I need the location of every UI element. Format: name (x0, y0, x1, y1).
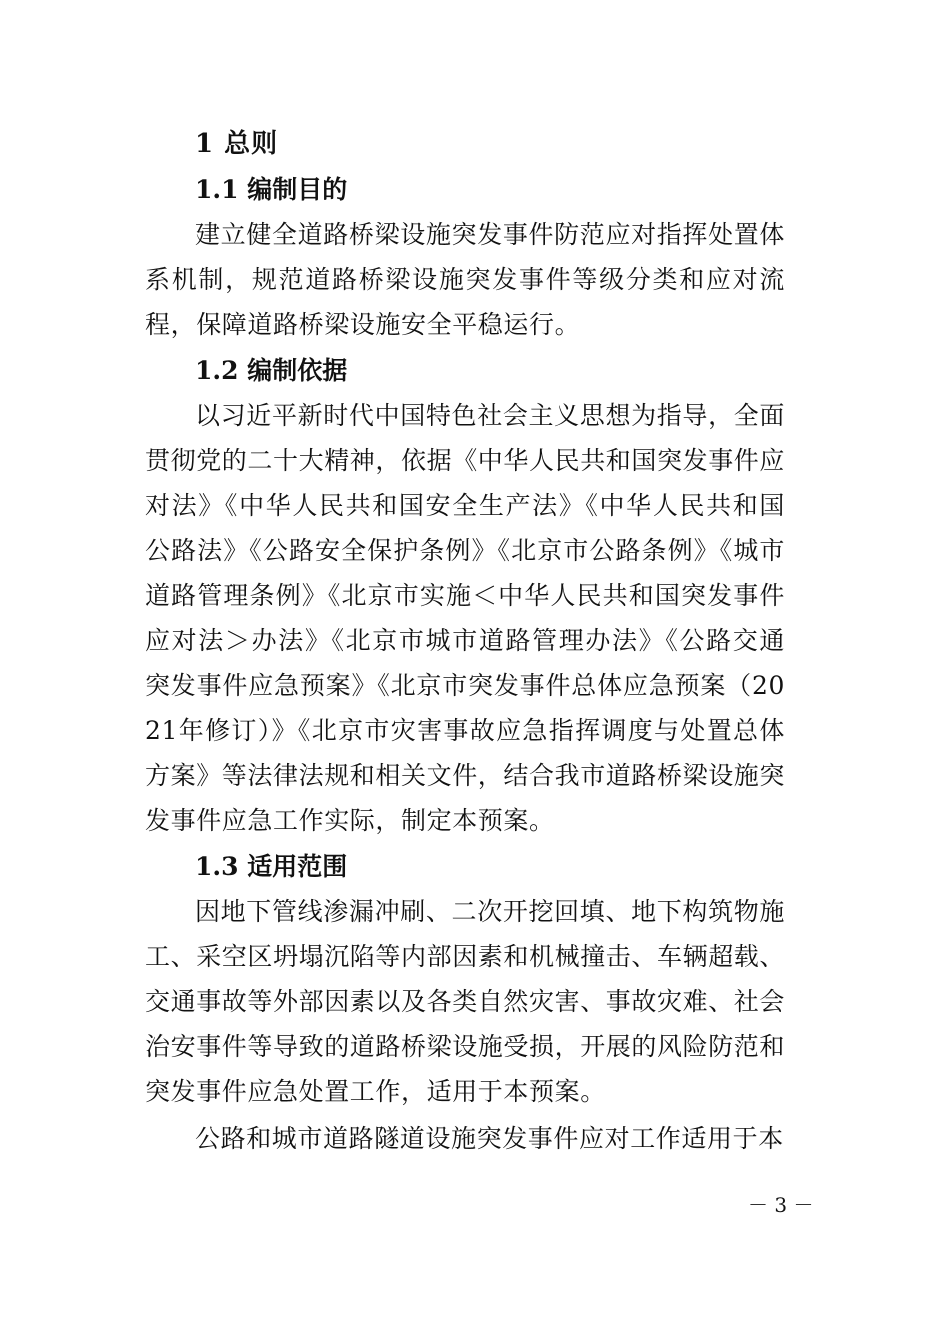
document-body (145, 122, 785, 1161)
paragraph-scope: 因地下管线渗漏冲刷、二次开挖回填、地下构筑物施工、采空区坍塌沉陷等内部因素和机械撞击、车辆超载、交通事故等外部因素以及各类自然灾害、事故灾难、社会治安事件等导致的道路桥梁设施受损，开展的风险防范和突发事件应急处置工作，适用于本预案。 (145, 897, 786, 1106)
paragraph-tunnel-scope: 公路和城市道路隧道设施突发事件应对工作适用于本 (195, 1124, 784, 1153)
section-heading-basis: 1.2 编制依据 (195, 356, 348, 385)
paragraph-purpose: 建立健全道路桥梁设施突发事件防范应对指挥处置体系机制，规范道路桥梁设施突发事件等级分类和应对流程，保障道路桥梁设施安全平稳运行。 (145, 220, 785, 339)
page-number: － 3 － (748, 1193, 814, 1217)
section-heading-general: 1 总则 (195, 129, 279, 159)
section-heading-purpose: 1.1 编制目的 (195, 175, 348, 204)
section-heading-scope: 1.3 适用范围 (195, 852, 348, 881)
paragraph-basis: 以习近平新时代中国特色社会主义思想为指导，全面贯彻党的二十大精神，依据《中华人民共和国突发事件应对法》《中华人民共和国安全生产法》《中华人民共和国公路法》《公路安全保护条例》《北京市公路条例》《城市道路管理条例》《北京市实施＜中华人民共和国突发事件应对法＞办法》《北京市城市道路管理办法》《公路交通突发事件应急预案》《北京市突发事件总体应急预案（2021年修订）》《北京市灾害事故应急指挥调度与处置总体方案》等法律法规和相关文件，结合我市道路桥梁设施突发事件应急工作实际，制定本预案。 (145, 401, 786, 835)
